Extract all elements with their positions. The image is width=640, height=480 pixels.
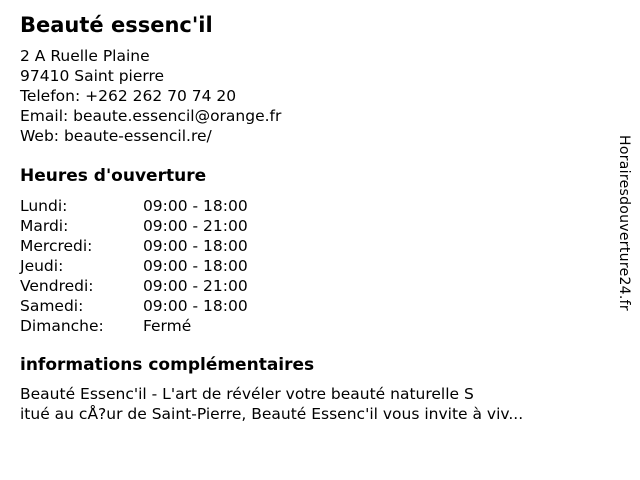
hours-row-monday bbox=[20, 196, 640, 216]
hours-row-sunday bbox=[20, 316, 640, 336]
time-value: 09:00 - 18:00 bbox=[142, 297, 248, 315]
day-label: Mardi: bbox=[20, 217, 69, 235]
hours-row-thursday bbox=[20, 256, 640, 276]
time-value: 09:00 - 21:00 bbox=[142, 217, 248, 235]
phone-line: Telefon: +262 262 70 74 20 bbox=[20, 87, 237, 105]
contact-block bbox=[20, 46, 640, 146]
hours-row-wednesday bbox=[20, 236, 640, 256]
web-line: Web: beaute-essencil.re/ bbox=[20, 127, 212, 145]
time-value: 09:00 - 21:00 bbox=[142, 277, 248, 295]
opening-hours-table bbox=[20, 196, 640, 336]
site-watermark: Horairesdouverture24.fr bbox=[616, 135, 632, 311]
time-value: 09:00 - 18:00 bbox=[142, 237, 248, 255]
hours-row-tuesday bbox=[20, 216, 640, 236]
info-text-line-1: Beauté Essenc'il - L'art de révéler votre beauté naturelle S bbox=[20, 385, 474, 403]
email-line: Email: beaute.essencil@orange.fr bbox=[20, 107, 282, 125]
info-text-line-2: itué au cÅ?ur de Saint-Pierre, Beauté Essenc'il vous invite à viv... bbox=[20, 405, 524, 423]
address-line-1: 2 A Ruelle Plaine bbox=[20, 47, 150, 65]
time-value: 09:00 - 18:00 bbox=[142, 197, 248, 215]
hours-row-saturday bbox=[20, 296, 640, 316]
time-value: Fermé bbox=[142, 317, 192, 335]
day-label: Mercredi: bbox=[20, 237, 93, 255]
day-label: Lundi: bbox=[20, 197, 68, 215]
additional-info-text bbox=[20, 384, 640, 424]
additional-info-title: informations complémentaires bbox=[20, 355, 315, 375]
day-label: Jeudi: bbox=[20, 257, 64, 275]
day-label: Samedi: bbox=[20, 297, 84, 315]
day-label: Vendredi: bbox=[20, 277, 94, 295]
time-value: 09:00 - 18:00 bbox=[142, 257, 248, 275]
day-label: Dimanche: bbox=[20, 317, 104, 335]
hours-row-friday bbox=[20, 276, 640, 296]
address-line-2: 97410 Saint pierre bbox=[20, 67, 165, 85]
opening-hours-title: Heures d'ouverture bbox=[20, 166, 207, 186]
business-name: Beauté essenc'il bbox=[20, 13, 213, 37]
